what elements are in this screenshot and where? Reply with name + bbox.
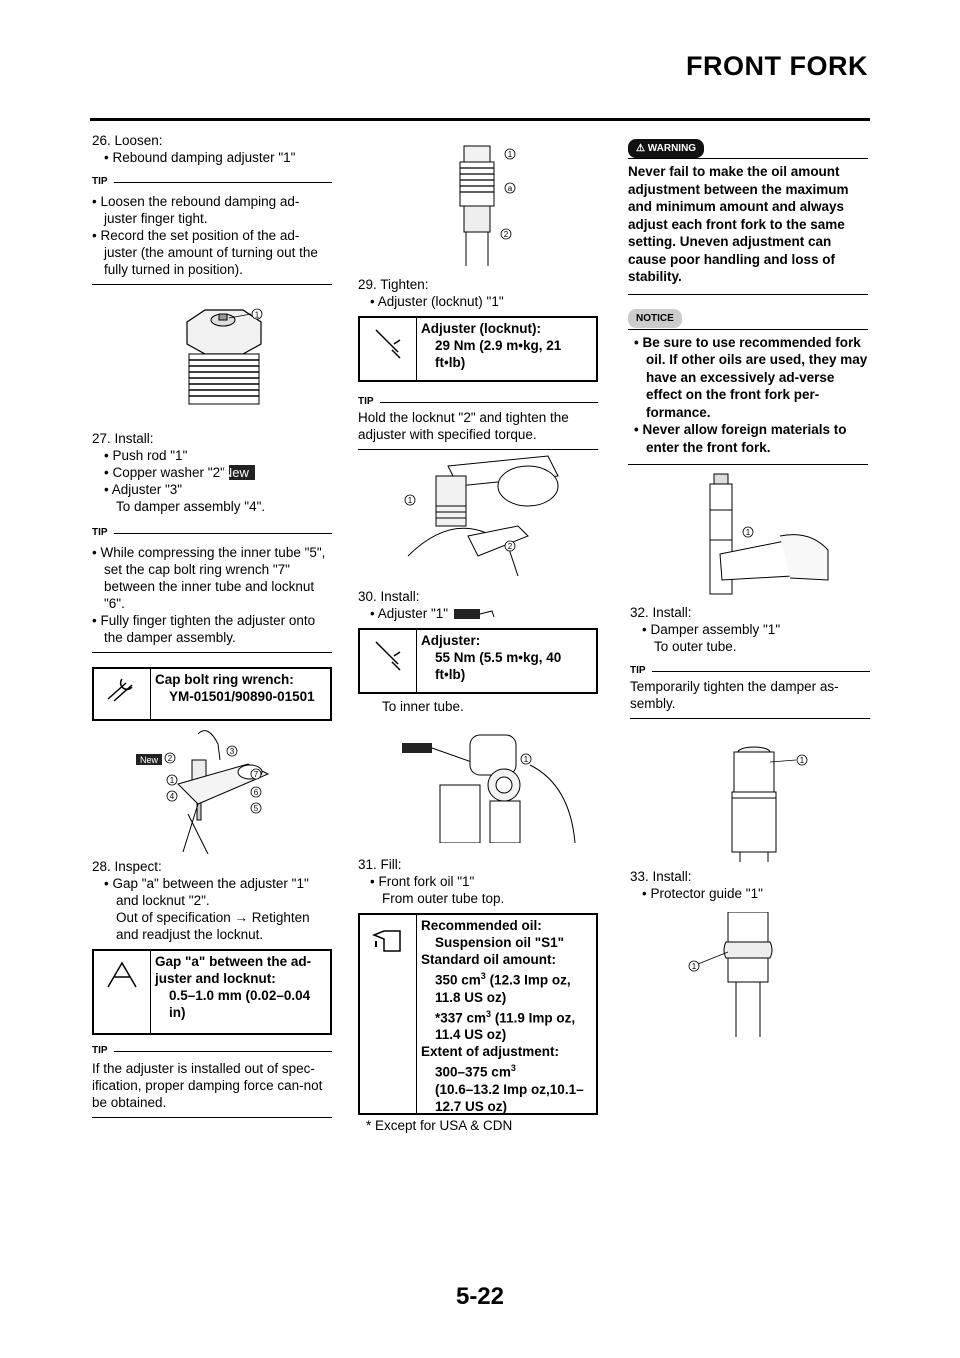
column-3b — [630, 604, 870, 725]
svg-text:7: 7 — [253, 770, 259, 779]
step-29: 29. Tighten: — [358, 277, 429, 292]
tip-1: TIP • Loosen the rebound damping ad-juster finger tight. • Record the set position of the ad-juster (the amount of turning out the fully turned in position). — [92, 182, 332, 285]
page-number: 5-22 — [455, 1283, 505, 1310]
notice-label: NOTICE — [628, 309, 682, 328]
step-31-item: • Front fork oil "1" — [358, 873, 598, 890]
torque-wrench-icon — [452, 607, 496, 621]
step-30-after: To inner tube. — [382, 699, 464, 714]
svg-text:2: 2 — [167, 754, 173, 763]
new-badge: New — [229, 465, 255, 480]
svg-text:1: 1 — [523, 755, 529, 764]
svg-text:1: 1 — [407, 496, 413, 505]
step-27-item-2: • Copper washer "2"New — [92, 464, 332, 481]
step-32: 32. Install: — [630, 605, 692, 620]
tip-2: TIP • While compressing the inner tube "5", set the cap bolt ring wrench "7" between the inner tube and locknut "6". • Fully finger tighten the adjuster onto the damper assembly. — [92, 533, 332, 653]
notice-item-1: • Be sure to use recommended fork oil. If other oils are used, they may have an excessively ad-verse effect on the front fork per-formance. — [634, 334, 868, 422]
svg-text:4: 4 — [169, 792, 175, 801]
cap-bolt-figure — [175, 300, 285, 415]
tip-2-item-1: • While compressing the inner tube "5", set the cap bolt ring wrench "7" between the inner tube and locknut "6". — [92, 544, 332, 612]
warning-header — [628, 138, 868, 159]
step-28-item: • Gap "a" between the adjuster "1" and locknut "2". — [92, 875, 332, 909]
column-2b — [358, 588, 598, 715]
tip-2-item-2: • Fully finger tighten the adjuster onto the damper assembly. — [92, 612, 332, 646]
callout-1: 1 — [254, 310, 260, 320]
footnote: * Except for USA & CDN — [366, 1118, 513, 1133]
step-30: 30. Install: — [358, 589, 420, 604]
tip-3: TIP If the adjuster is installed out of spec-ification, proper damping force can-not be obtained. — [92, 1051, 332, 1118]
spec-gap: Gap "a" between the ad-juster and locknut: 0.5–1.0 mm (0.02–0.04 in) — [92, 949, 332, 1035]
svg-text:5: 5 — [253, 804, 259, 813]
notice-header — [628, 309, 868, 330]
push-rod-figure — [128, 724, 288, 854]
spec-adjuster: Adjuster: 55 Nm (5.5 m•kg, 40 ft•lb) — [358, 628, 598, 694]
column-1b — [92, 430, 332, 721]
wrench-figure — [398, 446, 578, 576]
step-28-sub: Out of specification → Retighten and readjust the locknut. — [116, 910, 310, 942]
tip-4: TIP Hold the locknut "2" and tighten the adjuster with specified torque. — [358, 402, 598, 450]
svg-text:6: 6 — [253, 788, 259, 797]
step-32-item: • Damper assembly "1" — [630, 621, 870, 638]
spec-cap-bolt-ring-wrench: Cap bolt ring wrench: YM-01501/90890-01501 — [92, 667, 332, 721]
warning-text: Never fail to make the oil amount adjustment between the maximum and minimum amount and always adjust each front fork to the same setting. Uneven adjustment can cause poor handling and loss of stability. — [628, 164, 849, 284]
step-31-sub: From outer tube top. — [382, 891, 505, 906]
step-33: 33. Install: — [630, 869, 692, 884]
svg-text:a: a — [507, 184, 513, 193]
tip-5: TIP Temporarily tighten the damper as-sembly. — [630, 671, 870, 719]
tightening-figure — [400, 725, 580, 843]
wrench-icon — [94, 669, 151, 719]
tip-1-item-2: • Record the set position of the ad-juster (the amount of turning out the fully turned in position). — [92, 227, 332, 278]
svg-text:1: 1 — [799, 756, 805, 765]
step-32-sub: To outer tube. — [654, 639, 737, 654]
step-33-item: • Protector guide "1" — [630, 885, 870, 902]
column-3 — [628, 138, 868, 465]
page-title: FRONT FORK — [686, 51, 868, 81]
calipers-icon — [94, 951, 151, 1033]
damper-insert-figure — [680, 470, 830, 600]
step-27-sub: To damper assembly "4". — [116, 499, 266, 514]
column-1c — [92, 858, 332, 1124]
torque-wrench-icon — [360, 630, 417, 692]
spec-oil: Recommended oil: Suspension oil "S1" Standard oil amount: 350 $cm^3$ (12.3 Imp oz, 11.8 US oz) *337 $cm^3$ (11.9 Imp oz, 11.4 US oz) Extent of adjustment: 300–375 $cm^3$ (10.6–13.2 Imp oz,10.1–12.7 US oz) — [358, 913, 598, 1115]
step-28: 28. Inspect: — [92, 859, 162, 874]
svg-text:New: New — [139, 755, 159, 765]
step-30-item: • Adjuster "1" — [358, 605, 598, 622]
column-1 — [92, 132, 332, 291]
svg-text:3: 3 — [229, 747, 235, 756]
step-27-item-3: • Adjuster "3" — [92, 481, 332, 498]
outer-tube-figure — [720, 742, 840, 862]
step-27-item-1: • Push rod "1" — [92, 447, 332, 464]
tip-1-item-1: • Loosen the rebound damping ad-juster finger tight. — [92, 193, 332, 227]
spec-adjuster-locknut: Adjuster (locknut): 29 Nm (2.9 m•kg, 21 ft•lb) — [358, 316, 598, 382]
step-27: 27. Install: — [92, 431, 154, 446]
svg-text:1: 1 — [169, 776, 175, 785]
column-2c — [358, 856, 598, 1134]
column-3c — [630, 868, 870, 902]
notice-item-2: • Never allow foreign materials to enter the front fork. — [634, 421, 868, 456]
svg-text:2: 2 — [503, 230, 509, 239]
column-2 — [358, 276, 598, 456]
protector-guide-figure — [680, 912, 800, 1037]
svg-text:1: 1 — [691, 962, 697, 971]
oil-can-icon — [360, 915, 417, 1113]
step-31: 31. Fill: — [358, 857, 402, 872]
warning-label: ⚠ WARNING — [628, 139, 704, 158]
svg-text:1: 1 — [507, 150, 513, 159]
svg-text:1: 1 — [745, 528, 751, 537]
step-26-item: • Rebound damping adjuster "1" — [92, 149, 332, 166]
step-26: 26. Loosen: — [92, 133, 163, 148]
torque-wrench-icon — [360, 318, 417, 380]
adjuster-locknut-figure — [440, 136, 550, 266]
header-rule — [90, 118, 870, 121]
svg-text:2: 2 — [507, 542, 513, 551]
step-29-item: • Adjuster (locknut) "1" — [358, 293, 598, 310]
